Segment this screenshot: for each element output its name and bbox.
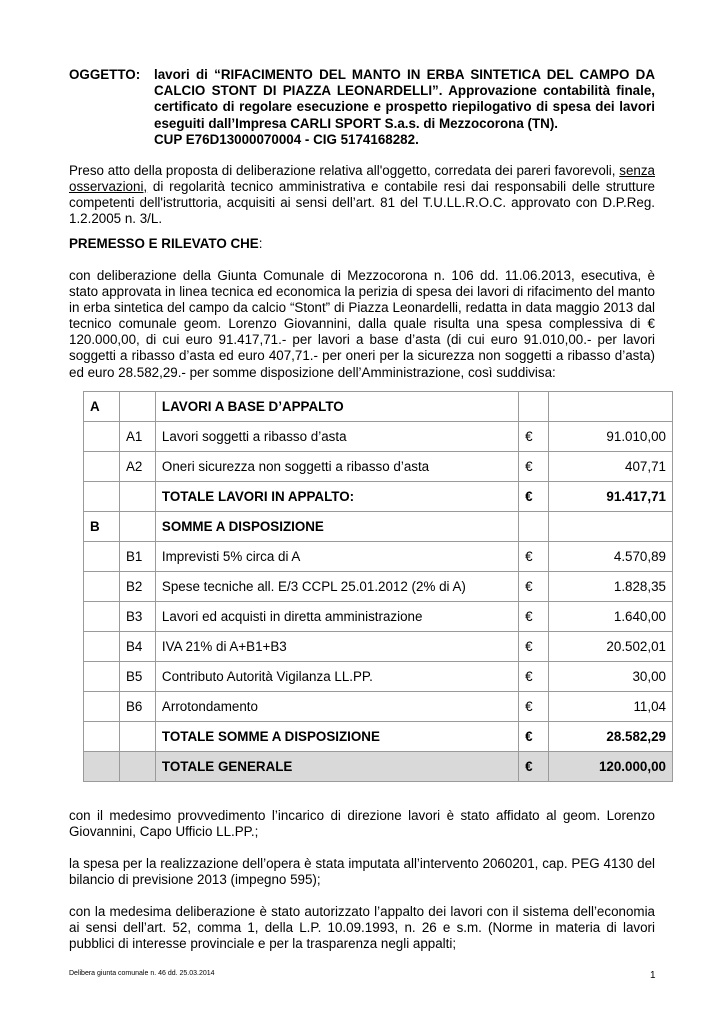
amount-cell: 20.502,01 bbox=[549, 632, 673, 662]
currency-cell bbox=[519, 392, 549, 422]
description-cell: Lavori soggetti a ribasso d’asta bbox=[155, 422, 518, 452]
description-cell: Oneri sicurezza non soggetti a ribasso d’asta bbox=[155, 452, 518, 482]
section-cell bbox=[84, 632, 120, 662]
currency-cell: € bbox=[519, 632, 549, 662]
subject-text: lavori di “RIFACIMENTO DEL MANTO IN ERBA SINTETICA DEL CAMPO DA CALCIO STONT DI PIAZZA LEONARDELLI”. Approvazione contabilità finale, certificato di regolare esecuzione e prospetto riepilogativo di spesa dei lavori eseguiti dall’Impresa CARLI SPORT S.a.s. di Mezzocorona (TN). bbox=[154, 67, 655, 131]
code-cell bbox=[119, 512, 155, 542]
intro-text-1: Preso atto della proposta di deliberazione relativa all'oggetto, corredata dei pareri favorevoli, bbox=[69, 163, 620, 178]
section-cell bbox=[84, 662, 120, 692]
premesso-heading bbox=[69, 236, 655, 252]
currency-cell: € bbox=[519, 542, 549, 572]
code-cell bbox=[119, 392, 155, 422]
code-cell bbox=[119, 752, 155, 782]
code-cell: B4 bbox=[119, 632, 155, 662]
table-row bbox=[84, 572, 673, 602]
currency-cell: € bbox=[519, 572, 549, 602]
code-cell: B2 bbox=[119, 572, 155, 602]
premesso-colon: : bbox=[258, 236, 263, 251]
section-cell bbox=[84, 572, 120, 602]
currency-cell: € bbox=[519, 482, 549, 512]
amount-cell bbox=[549, 512, 673, 542]
description-cell: Contributo Autorità Vigilanza LL.PP. bbox=[155, 662, 518, 692]
section-cell bbox=[84, 422, 120, 452]
description-cell: SOMME A DISPOSIZIONE bbox=[155, 512, 518, 542]
currency-cell: € bbox=[519, 452, 549, 482]
table-row bbox=[84, 692, 673, 722]
table-row bbox=[84, 602, 673, 632]
amount-cell: 407,71 bbox=[549, 452, 673, 482]
table-row bbox=[84, 662, 673, 692]
code-cell: B3 bbox=[119, 602, 155, 632]
section-cell bbox=[84, 722, 120, 752]
description-cell: LAVORI A BASE D’APPALTO bbox=[155, 392, 518, 422]
footer-text: Delibera giunta comunale n. 46 dd. 25.03.2014 bbox=[69, 970, 215, 977]
section-cell: A bbox=[84, 392, 120, 422]
direction-paragraph: con il medesimo provvedimento l’incarico di direzione lavori è stato affidato al geom. Lorenzo Giovannini, Capo Ufficio LL.PP.; bbox=[69, 808, 655, 840]
subject-block bbox=[69, 67, 655, 148]
description-cell: TOTALE SOMME A DISPOSIZIONE bbox=[155, 722, 518, 752]
section-cell bbox=[84, 482, 120, 512]
section-cell bbox=[84, 752, 120, 782]
table-row bbox=[84, 542, 673, 572]
code-cell bbox=[119, 722, 155, 752]
amount-cell: 30,00 bbox=[549, 662, 673, 692]
intro-paragraph bbox=[69, 163, 655, 227]
section-cell bbox=[84, 692, 120, 722]
code-cell: B5 bbox=[119, 662, 155, 692]
table-row bbox=[84, 512, 673, 542]
table-row bbox=[84, 482, 673, 512]
table-row bbox=[84, 722, 673, 752]
deliberation-paragraph: con deliberazione della Giunta Comunale di Mezzocorona n. 106 dd. 11.06.2013, esecutiva, è stato approvata in linea tecnica ed economica la perizia di spesa dei lavori di rifacimento del manto in erba sintetica del campo da calcio “Stont” di Piazza Leonardelli, redatta in data maggio 2013 dal tecnico comunale geom. Lorenzo Giovannini, dalla quale risulta una spesa complessiva di € 120.000,00, di cui euro 91.417,71.- per lavori a base d’asta (di cui euro 91.010,00.- per lavori soggetti a ribasso d’asta ed euro 407,71.- per oneri per la sicurezza non soggetti a ribasso d’asta) ed euro 28.582,29.- per somme disposizione dell’Amministrazione, così suddivisa: bbox=[69, 268, 655, 380]
budget-paragraph: la spesa per la realizzazione dell’opera è stata imputata all’intervento 2060201, cap. PEG 4130 del bilancio di previsione 2013 (impegno 595); bbox=[69, 856, 655, 888]
currency-cell: € bbox=[519, 692, 549, 722]
section-cell: B bbox=[84, 512, 120, 542]
description-cell: Imprevisti 5% circa di A bbox=[155, 542, 518, 572]
section-cell bbox=[84, 452, 120, 482]
amount-cell: 120.000,00 bbox=[549, 752, 673, 782]
table-row bbox=[84, 632, 673, 662]
subject-cup-cig: CUP E76D13000070004 - CIG 5174168282. bbox=[154, 131, 419, 147]
currency-cell: € bbox=[519, 722, 549, 752]
intro-text-2: di regolarità tecnico amministrativa e contabile resi dai responsabili delle strutture competenti dell'istruttoria, acquisiti ai sensi dell’art. 81 del T.U.LL.R.O.C. approvato con D.P.Reg. 1.2.2005 n. 3/L. bbox=[69, 179, 655, 227]
currency-cell: € bbox=[519, 602, 549, 632]
premesso-heading-text: PREMESSO E RILEVATO CHE bbox=[69, 236, 259, 251]
section-cell bbox=[84, 602, 120, 632]
currency-cell: € bbox=[519, 422, 549, 452]
description-cell: Lavori ed acquisti in diretta amministrazione bbox=[155, 602, 518, 632]
currency-cell: € bbox=[519, 752, 549, 782]
subject-label: OGGETTO: bbox=[69, 67, 141, 82]
amount-cell: 91.417,71 bbox=[549, 482, 673, 512]
table-row bbox=[84, 752, 673, 782]
cost-table bbox=[83, 391, 673, 782]
amount-cell: 28.582,29 bbox=[549, 722, 673, 752]
table-row bbox=[84, 392, 673, 422]
description-cell: IVA 21% di A+B1+B3 bbox=[155, 632, 518, 662]
description-cell: TOTALE LAVORI IN APPALTO: bbox=[155, 482, 518, 512]
authorization-paragraph: con la medesima deliberazione è stato autorizzato l’appalto dei lavori con il sistema dell’economia ai sensi dell’art. 52, comma 1, della L.P. 10.09.1993, n. 26 e s.m. (Norme in materia di lavori pubblici di interesse provinciale e per la trasparenza negli appalti; bbox=[69, 904, 655, 952]
code-cell: B1 bbox=[119, 542, 155, 572]
amount-cell: 4.570,89 bbox=[549, 542, 673, 572]
currency-cell bbox=[519, 512, 549, 542]
section-cell bbox=[84, 542, 120, 572]
amount-cell: 1.828,35 bbox=[549, 572, 673, 602]
amount-cell: 11,04 bbox=[549, 692, 673, 722]
code-cell: A1 bbox=[119, 422, 155, 452]
code-cell: B6 bbox=[119, 692, 155, 722]
table-row bbox=[84, 452, 673, 482]
code-cell: A2 bbox=[119, 452, 155, 482]
code-cell bbox=[119, 482, 155, 512]
amount-cell: 1.640,00 bbox=[549, 602, 673, 632]
intro-underlined-text: senza osservazioni, bbox=[69, 163, 655, 195]
description-cell: Arrotondamento bbox=[155, 692, 518, 722]
description-cell: TOTALE GENERALE bbox=[155, 752, 518, 782]
currency-cell: € bbox=[519, 662, 549, 692]
description-cell: Spese tecniche all. E/3 CCPL 25.01.2012 (2% di A) bbox=[155, 572, 518, 602]
page-number: 1 bbox=[650, 970, 656, 981]
amount-cell: 91.010,00 bbox=[549, 422, 673, 452]
amount-cell bbox=[549, 392, 673, 422]
table-row bbox=[84, 422, 673, 452]
